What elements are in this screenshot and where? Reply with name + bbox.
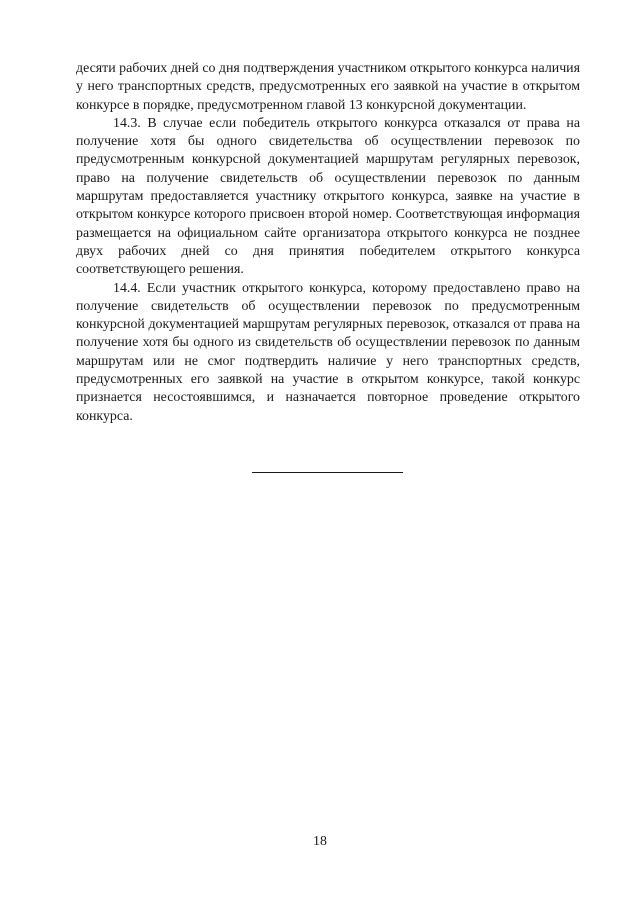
section-end-divider [252,472,403,473]
paragraph-continuation: десяти рабочих дней со дня подтверждения участником открытого конкурса наличия у него транспортных средств, предусмотренных его заявкой на участие в открытом конкурсе в порядке, предусмотренном главой 13 конкурсной документации. [76,61,580,113]
paragraph-clause-14-4: 14.4. Если участник открытого конкурса, которому предоставлено право на получение свидетельств об осуществлении перевозок по предусмотренным конкурсной документацией маршрутам регулярных перевозок, отказался от права на получение хотя бы одного из свидетельств об осуществлении перевозок по данным маршрутам или не смог подтвердить наличие у него транспортных средств, предусмотренных его заявкой на участие в открытом конкурсе, такой конкурс признается несостоявшимся, и назначается повторное проведение открытого конкурса. [76,280,580,424]
document-body [76,60,580,426]
page-number: 18 [313,834,327,849]
paragraph-clause-14-3: 14.3. В случае если победитель открытого конкурса отказался от права на получение хотя бы одного свидетельства об осуществлении перевозок по предусмотренным конкурсной документацией маршрутам регулярных перевозок, право на получение свидетельств об осуществлении перевозок по данным маршрутам предоставляется участнику открытого конкурса, заявке на участие в открытом конкурсе которого присвоен второй номер. Соответствующая информация размещается на официальном сайте организатора открытого конкурса не позднее двух рабочих дней со дня принятия победителем открытого конкурса соответствующего решения. [76,115,580,278]
